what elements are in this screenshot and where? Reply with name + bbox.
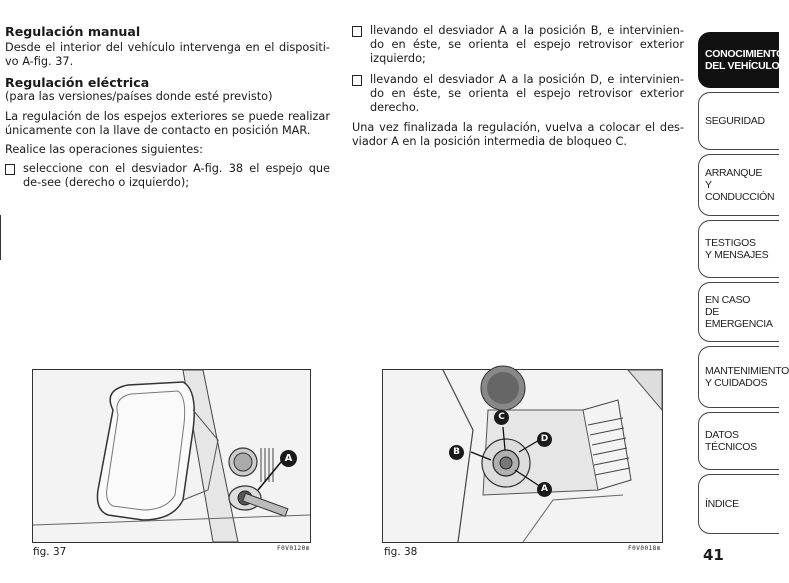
figure-37-code: F0V0120m (277, 545, 310, 552)
tab-label: SEGURIDAD (705, 115, 765, 127)
tab-arranque-y-conduccion[interactable] (698, 154, 779, 216)
tab-en-caso-de-emergencia[interactable] (698, 282, 779, 342)
callout-a: A (280, 450, 297, 467)
chapter-tabs (698, 0, 789, 540)
callout-d: D (537, 432, 552, 447)
electric-adjustment-heading: Regulación eléctrica (5, 75, 150, 91)
bullet-position-d (352, 73, 684, 116)
closing-paragraph: Una vez finalizada la regulación, vuelva a colocar el des-viador A en la posición intermedia de bloqueo C. (352, 121, 684, 149)
bullet-position-b (352, 24, 684, 67)
tab-label: EN CASO DE EMERGENCIA (705, 294, 773, 330)
callout-a: A (537, 482, 552, 497)
tab-testigos-y-mensajes[interactable] (698, 220, 779, 278)
middle-column (352, 24, 684, 155)
figure-38-caption: fig. 38 (384, 546, 418, 558)
bullet-text: llevando el desviador A a la posición D, e intervinien-do en éste, se orienta el espejo retrovisor exterior derecho. (370, 72, 684, 115)
checkbox-bullet-icon (5, 164, 15, 175)
figure-37-illustration (33, 370, 310, 542)
bullet-text: seleccione con el desviador A-fig. 38 el espejo que de-see (derecho o izquierdo); (23, 162, 330, 190)
figure-37-mirror-knob (32, 369, 311, 543)
manual-adjustment-text: Desde el interior del vehículo intervenga en el dispositi-vo A-fig. 37. (5, 41, 330, 69)
figure-38-selector-switch (382, 369, 663, 543)
figure-37-caption: fig. 37 (33, 546, 67, 558)
electric-adjustment-section (5, 75, 330, 190)
figure-38-illustration (383, 370, 662, 542)
manual-adjustment-heading: Regulación manual (5, 24, 141, 39)
bullet-select-mirror (5, 162, 330, 190)
left-column (5, 24, 330, 197)
tab-label: TESTIGOS Y MENSAJES (705, 237, 769, 261)
callout-b: B (449, 445, 464, 460)
manual-adjustment-section (5, 24, 330, 69)
electric-adjustment-note: (para las versiones/países donde esté previsto) (5, 90, 273, 104)
margin-rule (0, 215, 1, 260)
tab-label: MANTENIMIENTO Y CUIDADOS (705, 365, 789, 389)
page-number: 41 (703, 546, 724, 564)
tab-label: DATOS TÉCNICOS (705, 429, 757, 453)
operations-intro: Realice las operaciones siguientes: (5, 143, 203, 157)
bullet-text: llevando el desviador A a la posición B, e intervinien-do en éste, se orienta el espejo retrovisor exterior izquierdo; (370, 24, 684, 66)
tab-indice[interactable] (698, 474, 779, 534)
tab-conocimiento-del-vehiculo[interactable] (698, 32, 785, 88)
figure-38-code: F0V0018m (628, 545, 661, 552)
tab-label: ARRANQUE Y CONDUCCIÓN (705, 167, 775, 203)
tab-datos-tecnicos[interactable] (698, 412, 779, 470)
callout-c: C (494, 410, 509, 425)
electric-adjustment-text: La regulación de los espejos exteriores se puede realizar únicamente con la llave de contacto en posición MAR. (5, 109, 330, 137)
tab-label: ÍNDICE (705, 498, 739, 510)
tab-seguridad[interactable] (698, 92, 779, 150)
checkbox-bullet-icon (352, 75, 362, 86)
tab-label: CONOCIMIENTO DEL VEHÍCULO (705, 48, 785, 72)
checkbox-bullet-icon (352, 26, 362, 37)
tab-mantenimiento-y-cuidados[interactable] (698, 346, 789, 408)
